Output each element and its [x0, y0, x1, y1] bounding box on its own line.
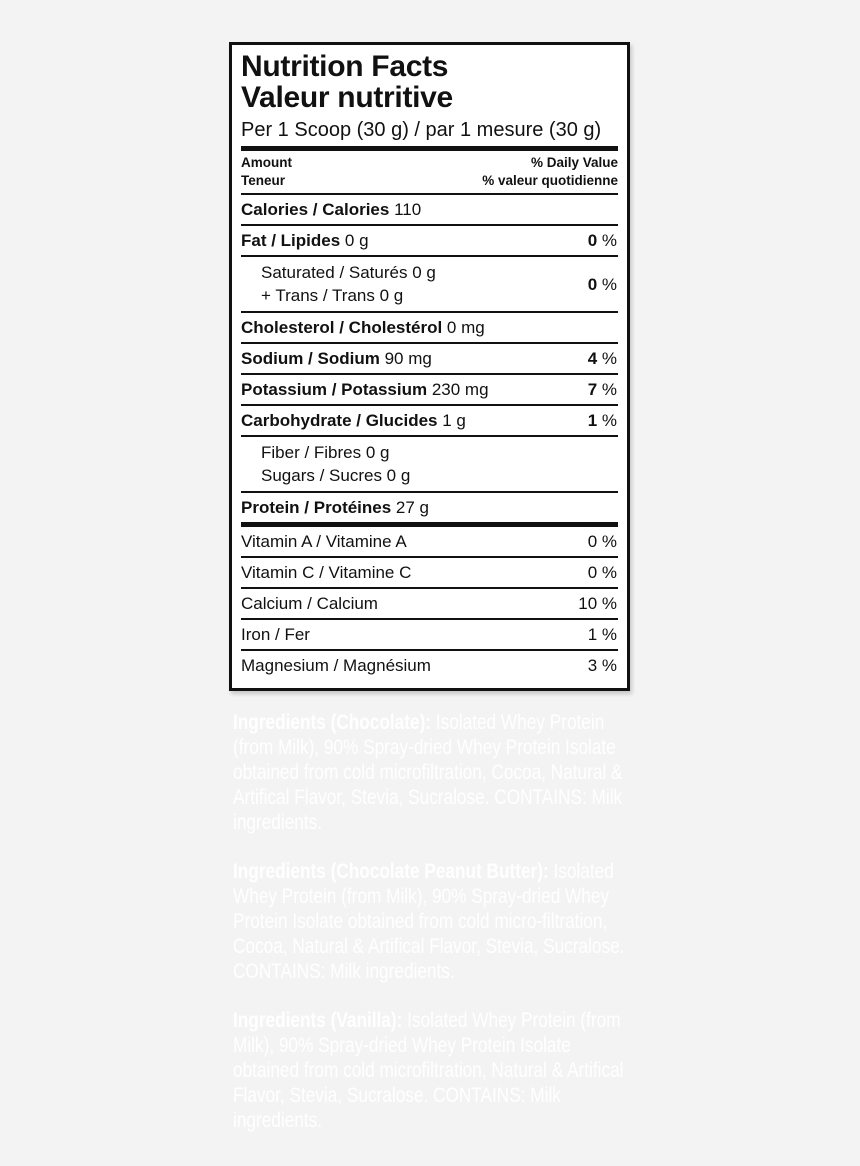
nutrient-name: Cholesterol / Cholestérol 0 mg — [241, 318, 485, 337]
nutrient-row — [241, 558, 618, 589]
header-amount-fr: Teneur — [241, 172, 286, 188]
daily-value: 1 % — [587, 625, 617, 644]
header-daily-value-en: % Daily Value — [530, 155, 618, 170]
nutrient-name: Sodium / Sodium 90 mg — [241, 349, 432, 368]
daily-value: 0 % — [587, 231, 617, 250]
nutrient-row — [241, 195, 618, 226]
nutrient-name: Vitamin C / Vitamine C — [241, 563, 412, 582]
daily-value: 0 % — [587, 274, 617, 294]
ingredients-paragraph: Ingredients (Chocolate Peanut Butter): Isolated Whey Protein (from Milk), 90% Spray-dried Whey Protein Isolate obtained from cold micro-filtration, Cocoa, Natural & Artifical Flavor, Stevia, Sucralose. CONTAINS: Milk ingredients. — [233, 860, 625, 983]
ingredients-paragraph: Ingredients (Chocolate): Isolated Whey Protein (from Milk), 90% Spray-dried Whey Protein Isolate obtained from cold microfiltration, Cocoa, Natural & Artifical Flavor, Stevia, Sucralose. CONTAINS: Milk ingredients. — [233, 711, 623, 834]
ingredients-paragraph: Ingredients (Vanilla): Isolated Whey Protein (from Milk), 90% Spray-dried Whey Protein Isolate obtained from cold microfiltration, Natural & Artifical Flavor, Stevia, Sucralose. CONTAINS: Milk ingredients. — [233, 1009, 624, 1132]
panel-title-en: Nutrition Facts — [241, 50, 449, 83]
header-daily-value-fr: % valeur quotidienne — [482, 172, 618, 188]
column-header-en — [241, 154, 618, 172]
nutrient-sub-line: Fiber / Fibres 0 g — [261, 443, 390, 462]
nutrient-row — [241, 344, 618, 375]
nutrient-row — [241, 375, 618, 406]
panel-title-fr: Valeur nutritive — [241, 81, 453, 114]
ingredients-flavor-lead: Ingredients (Vanilla): — [233, 1009, 403, 1032]
nutrient-row — [241, 589, 618, 620]
serving-size: Per 1 Scoop (30 g) / par 1 mesure (30 g) — [241, 119, 602, 141]
nutrient-name: Magnesium / Magnésium — [241, 656, 431, 675]
nutrient-name: Carbohydrate / Glucides 1 g — [241, 411, 466, 430]
nutrient-row — [241, 493, 618, 527]
nutrient-name: Calcium / Calcium — [241, 594, 378, 613]
nutrition-facts-panel — [229, 42, 630, 691]
nutrient-sub-line: Sugars / Sucres 0 g — [261, 466, 411, 485]
column-headers — [241, 154, 618, 195]
daily-value: 0 % — [587, 563, 617, 582]
nutrient-row — [241, 651, 618, 680]
nutrient-name: Potassium / Potassium 230 mg — [241, 380, 489, 399]
ingredients-flavor-lead: Ingredients (Chocolate): — [233, 711, 432, 734]
nutrient-name: Protein / Protéines 27 g — [241, 498, 430, 517]
nutrient-rows — [241, 195, 618, 680]
nutrient-row — [241, 406, 618, 437]
ingredients-section — [233, 710, 625, 1157]
nutrient-name: Fat / Lipides 0 g — [241, 231, 369, 250]
nutrient-sub-group — [241, 261, 436, 307]
nutrient-name: Vitamin A / Vitamine A — [241, 532, 407, 551]
nutrient-sub-line: Saturated / Saturés 0 g — [261, 263, 436, 282]
header-amount-en: Amount — [241, 155, 292, 170]
daily-value: 10 % — [578, 594, 617, 613]
nutrient-row — [241, 620, 618, 651]
nutrient-row — [241, 437, 618, 493]
nutrient-row — [241, 226, 618, 257]
daily-value: 0 % — [587, 532, 617, 551]
nutrient-name: Calories / Calories 110 — [241, 200, 422, 219]
thick-divider-top — [241, 146, 618, 151]
nutrient-row — [241, 257, 618, 313]
nutrient-row — [241, 313, 618, 344]
daily-value: 1 % — [587, 411, 617, 430]
column-header-fr — [241, 172, 618, 190]
nutrient-row — [241, 527, 618, 558]
daily-value: 7 % — [587, 380, 617, 399]
daily-value: 4 % — [587, 349, 617, 368]
nutrient-sub-line: + Trans / Trans 0 g — [261, 286, 404, 305]
nutrient-name: Iron / Fer — [241, 625, 310, 644]
ingredients-flavor-lead: Ingredients (Chocolate Peanut Butter): — [233, 860, 549, 883]
nutrient-sub-group — [241, 441, 410, 487]
daily-value: 3 % — [587, 656, 617, 675]
